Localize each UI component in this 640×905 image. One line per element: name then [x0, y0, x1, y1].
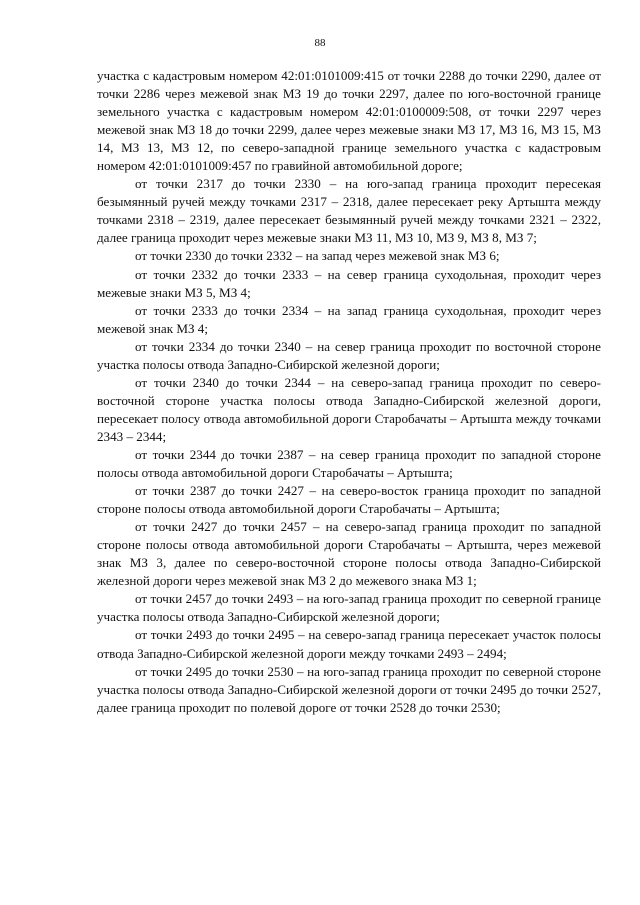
paragraph-1: участка с кадастровым номером 42:01:0101009:415 от точки 2288 до точки 2290, далее от точки 2286 через межевой знак МЗ 19 до точки 2297, далее по юго-восточной границе земельного участка с кадастровым номером 42:01:0100009:508, от точки 2297 через межевой знак МЗ 18 до точки 2299, далее через межевые знаки МЗ 17, МЗ 16, МЗ 15, МЗ 14, МЗ 13, МЗ 12, по северо-западной границе земельного участка с кадастровым номером 42:01:0101009:457 по гравийной автомобильной дороге;: [97, 68, 601, 174]
paragraph-4: от точки 2332 до точки 2333 – на север граница суходольная, проходит через межевые знаки МЗ 5, МЗ 4;: [97, 266, 601, 300]
paragraph-13: от точки 2495 до точки 2530 – на юго-запад граница проходит по северной стороне участка полосы отвода Западно-Сибирской железной дороги от точки 2495 до точки 2527, далее граница проходит по полевой дороге от точки 2528 до точки 2530;: [97, 663, 601, 715]
paragraph-3: от точки 2330 до точки 2332 – на запад через межевой знак МЗ 6;: [135, 248, 500, 264]
page-number: 88: [314, 37, 326, 49]
paragraph-5: от точки 2333 до точки 2334 – на запад граница суходольная, проходит через межевой знак МЗ 4;: [97, 302, 601, 336]
paragraph-12: от точки 2493 до точки 2495 – на северо-запад граница пересекает участок полосы отвода Западно-Сибирской железной дороги между точками 2493 – 2494;: [97, 627, 601, 661]
paragraph-9: от точки 2387 до точки 2427 – на северо-восток граница проходит по западной стороне полосы отвода автомобильной дороги Старобачаты – Артышта;: [97, 483, 601, 517]
paragraph-2: от точки 2317 до точки 2330 – на юго-запад граница проходит пересекая безымянный ручей между точками 2317 – 2318, далее пересекает реку Артышта между точками 2318 – 2319, далее пересекает безымянный ручей между точками 2321 – 2322, далее граница проходит через межевые знаки МЗ 11, МЗ 10, МЗ 9, МЗ 8, МЗ 7;: [97, 176, 601, 246]
paragraph-7: от точки 2340 до точки 2344 – на северо-запад граница проходит по северо-восточной стороне участка полосы отвода Западно-Сибирской железной дороги, пересекает полосу отвода автомобильной дороги Старобачаты – Артышта между точками 2343 – 2344;: [97, 374, 601, 444]
paragraph-11: от точки 2457 до точки 2493 – на юго-запад граница проходит по северной границе участка полосы отвода Западно-Сибирской железной дороги;: [97, 591, 601, 625]
paragraph-6: от точки 2334 до точки 2340 – на север граница проходит по восточной стороне участка полосы отвода Западно-Сибирской железной дороги;: [97, 338, 601, 372]
paragraph-10: от точки 2427 до точки 2457 – на северо-запад граница проходит по западной стороне полосы отвода автомобильной дороги Старобачаты – Артышта, через межевой знак МЗ 3, далее по северо-восточной стороне полосы отвода Западно-Сибирской железной дороги через межевой знак МЗ 2 до межевого знака МЗ 1;: [97, 519, 601, 589]
paragraph-8: от точки 2344 до точки 2387 – на север граница проходит по западной стороне полосы отвода автомобильной дороги Старобачаты – Артышта;: [97, 446, 601, 481]
document-body: [97, 67, 601, 717]
